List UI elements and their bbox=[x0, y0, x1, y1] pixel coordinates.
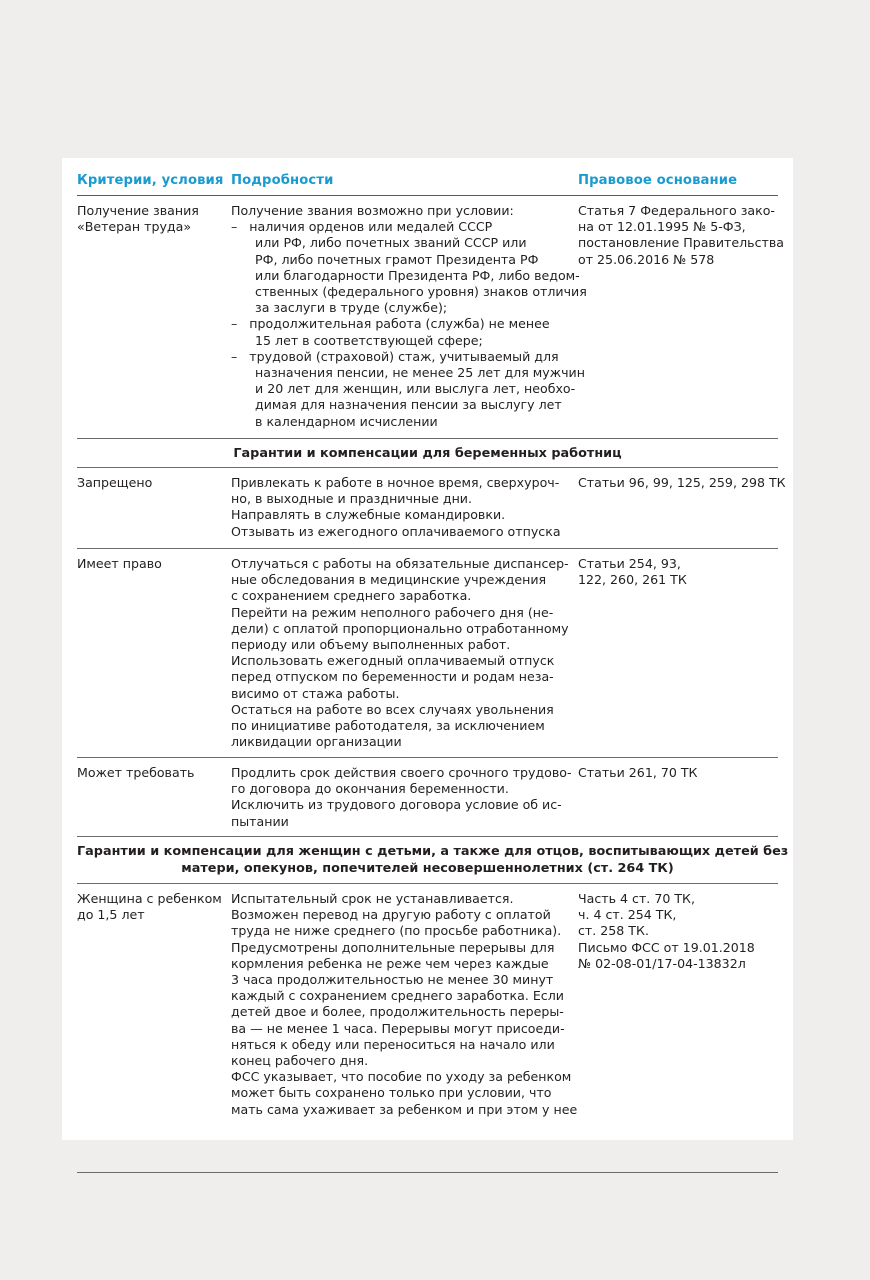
text-line: 122, 260, 261 ТК bbox=[578, 572, 687, 588]
legal-basis-cell bbox=[578, 203, 782, 268]
text-line: ст. 258 ТК. bbox=[578, 923, 649, 939]
header-details: Подробности bbox=[231, 173, 334, 188]
text-line: ликвидации организации bbox=[231, 734, 402, 750]
text-line: Испытательный срок не устанавливается. bbox=[231, 891, 514, 906]
text-line: – трудовой (страховой) стаж, учитываемый для bbox=[231, 348, 559, 364]
criteria-cell bbox=[77, 203, 227, 235]
text-line: и 20 лет для женщин, или выслуга лет, необхо- bbox=[231, 381, 576, 397]
text-line: 3 часа продолжительностью не менее 30 минут bbox=[231, 972, 554, 988]
text-line: Продлить срок действия своего срочного трудово- bbox=[231, 765, 572, 780]
text-line: Женщина с ребенком bbox=[77, 891, 222, 906]
text-line: постановление Правительства bbox=[578, 235, 784, 251]
text-line: – продолжительная работа (служба) не менее bbox=[231, 316, 550, 332]
details-cell bbox=[231, 203, 587, 430]
table-row bbox=[77, 196, 784, 439]
text-line: каждый с сохранением среднего заработка. Если bbox=[231, 988, 564, 1004]
text-line: перед отпуском по беременности и родам неза- bbox=[231, 669, 554, 685]
table-body bbox=[77, 196, 789, 1173]
text-line: Отзывать из ежегодного оплачиваемого отпуска bbox=[231, 523, 561, 539]
text-line: в календарном исчислении bbox=[231, 413, 438, 429]
details-cell bbox=[231, 556, 576, 750]
text-line: по инициативе работодателя, за исключением bbox=[231, 718, 545, 734]
section-heading-line: Гарантии и компенсации для беременных работниц bbox=[233, 446, 622, 461]
details-cell bbox=[231, 475, 576, 540]
legal-basis-cell bbox=[578, 556, 782, 588]
text-line: Часть 4 ст. 70 ТК, bbox=[578, 891, 695, 906]
text-line: Статьи 254, 93, bbox=[578, 556, 681, 571]
section-heading bbox=[77, 844, 789, 877]
text-line: Привлекать к работе в ночное время, сверхуроч- bbox=[231, 475, 560, 490]
section-heading-line: матери, опекунов, попечителей несовершеннолетних (ст. 264 ТК) bbox=[181, 860, 674, 876]
text-line: Статья 7 Федерального зако- bbox=[578, 203, 775, 218]
table-row bbox=[77, 468, 786, 549]
text-line: Направлять в служебные командировки. bbox=[231, 507, 506, 523]
text-line: РФ, либо почетных грамот Президента РФ bbox=[231, 251, 539, 267]
text-line: № 02-08-01/17-04-13832л bbox=[578, 955, 746, 971]
text-line: Перейти на режим неполного рабочего дня (не- bbox=[231, 604, 554, 620]
text-line: конец рабочего дня. bbox=[231, 1053, 369, 1069]
table-row bbox=[77, 884, 778, 1173]
text-line: Исключить из трудового договора условие об ис- bbox=[231, 797, 562, 813]
text-line: Остаться на работе во всех случаях увольнения bbox=[231, 701, 554, 717]
text-line: ные обследования в медицинские учреждения bbox=[231, 572, 547, 588]
text-line: с сохранением среднего заработка. bbox=[231, 588, 472, 604]
text-line: назначения пенсии, не менее 25 лет для мужчин bbox=[231, 365, 585, 381]
text-line: труда не ниже среднего (по просьбе работника). bbox=[231, 923, 562, 939]
header-legal-basis: Правовое основание bbox=[578, 173, 738, 188]
legal-basis-cell bbox=[578, 475, 786, 491]
text-line: дели) с оплатой пропорционально отработанному bbox=[231, 620, 569, 636]
text-line: Получение звания bbox=[77, 203, 199, 218]
text-line: Предусмотрены дополнительные перерывы для bbox=[231, 939, 555, 955]
text-line: ФСС указывает, что пособие по уходу за ребенком bbox=[231, 1069, 572, 1085]
criteria-cell bbox=[77, 765, 227, 781]
text-line: детей двое и более, продолжительность переры- bbox=[231, 1004, 564, 1020]
table-row bbox=[77, 549, 778, 758]
text-line: на от 12.01.1995 № 5-ФЗ, bbox=[578, 219, 746, 235]
criteria-cell bbox=[77, 475, 227, 491]
text-line: ственных (федерального уровня) знаков отличия bbox=[231, 284, 587, 300]
text-line: периоду или объему выполненных работ. bbox=[231, 637, 511, 653]
text-line: за заслуги в труде (службе); bbox=[231, 300, 448, 316]
legal-basis-cell bbox=[578, 891, 782, 972]
text-line: Статьи 96, 99, 125, 259, 298 ТК bbox=[578, 475, 786, 490]
text-line: висимо от стажа работы. bbox=[231, 685, 400, 701]
text-line: Отлучаться с работы на обязательные диспансер- bbox=[231, 556, 569, 571]
text-line: няться к обеду или переноситься на начало или bbox=[231, 1036, 555, 1052]
text-line: Использовать ежегодный оплачиваемый отпуск bbox=[231, 653, 555, 669]
guarantees-table bbox=[77, 158, 789, 1173]
details-cell bbox=[231, 765, 576, 830]
text-line: димая для назначения пенсии за выслугу лет bbox=[231, 397, 562, 413]
details-cell bbox=[231, 891, 576, 1118]
text-line: или благодарности Президента РФ, либо ведом- bbox=[231, 267, 580, 283]
legal-basis-cell bbox=[578, 765, 782, 781]
text-line: но, в выходные и праздничные дни. bbox=[231, 491, 472, 507]
text-line: от 25.06.2016 № 578 bbox=[578, 251, 715, 267]
text-line: ч. 4 ст. 254 ТК, bbox=[578, 907, 677, 923]
text-line: кормления ребенка не реже чем через каждые bbox=[231, 955, 549, 971]
text-line: «Ветеран труда» bbox=[77, 219, 192, 235]
text-line: Получение звания возможно при условии: bbox=[231, 203, 514, 218]
document-page bbox=[62, 158, 793, 1140]
text-line: или РФ, либо почетных званий СССР или bbox=[231, 235, 527, 251]
section-heading bbox=[77, 446, 778, 463]
text-line: ва — не менее 1 часа. Перерывы могут присоеди- bbox=[231, 1020, 565, 1036]
text-line: до 1,5 лет bbox=[77, 907, 145, 923]
section-heading-line: Гарантии и компенсации для женщин с детьми, а также для отцов, воспитывающих детей без bbox=[77, 844, 789, 859]
text-line: Письмо ФСС от 19.01.2018 bbox=[578, 939, 755, 955]
text-line: Может требовать bbox=[77, 765, 195, 780]
text-line: го договора до окончания беременности. bbox=[231, 781, 509, 797]
header-criteria: Критерии, условия bbox=[77, 173, 224, 188]
text-line: пытании bbox=[231, 813, 289, 829]
criteria-cell bbox=[77, 556, 227, 572]
text-line: 15 лет в соответствующей сфере; bbox=[231, 332, 483, 348]
table-header bbox=[77, 158, 778, 196]
table-row bbox=[77, 758, 778, 837]
text-line: Статьи 261, 70 ТК bbox=[578, 765, 698, 780]
text-line: мать сама ухаживает за ребенком и при этом у нее bbox=[231, 1101, 578, 1117]
section-heading-row bbox=[77, 439, 778, 468]
text-line: Запрещено bbox=[77, 475, 153, 490]
text-line: Имеет право bbox=[77, 556, 162, 571]
text-line: может быть сохранено только при условии, что bbox=[231, 1085, 552, 1101]
text-line: – наличия орденов или медалей СССР bbox=[231, 219, 493, 235]
criteria-cell bbox=[77, 891, 227, 923]
text-line: Возможен перевод на другую работу с оплатой bbox=[231, 907, 551, 923]
section-heading-row bbox=[77, 837, 789, 884]
